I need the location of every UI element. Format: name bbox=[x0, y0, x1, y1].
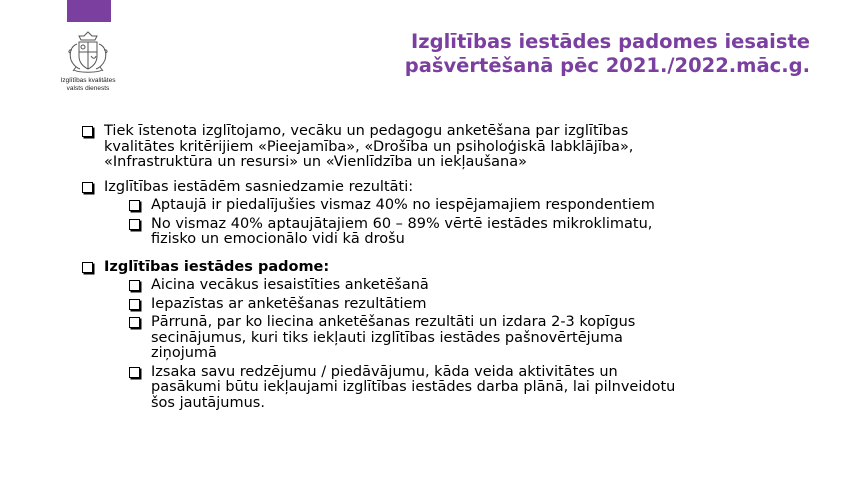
checkbox-bullet-icon bbox=[129, 200, 140, 211]
bullet-text-line: Tiek īstenota izglītojamo, vecāku un pedagogu anketēšana par izglītības bbox=[104, 123, 629, 139]
title-line-2: pašvērtēšanā pēc 2021./2022.māc.g. bbox=[404, 54, 810, 77]
sub-bullet-text: Aicina vecākus iesaistīties anketēšanā bbox=[151, 277, 429, 293]
bullet-text-line: kvalitātes kritērijiem «Pieejamība», «Drošība un psiholoģiskā labklājība», bbox=[104, 138, 634, 155]
sub-bullet-text-line: ziņojumā bbox=[151, 345, 217, 361]
logo-line-1: Izglītības kvalitātes bbox=[60, 77, 116, 84]
sub-bullet-text-line: šos jautājumus. bbox=[151, 394, 265, 411]
organization-logo bbox=[48, 30, 128, 93]
sub-bullet-text-line: Pārrunā, par ko liecina anketēšanas rezultāti un izdara 2-3 kopīgus bbox=[151, 314, 636, 330]
checkbox-bullet-icon bbox=[129, 299, 140, 310]
sub-bullet-item bbox=[127, 315, 780, 362]
checkbox-bullet-icon bbox=[129, 280, 140, 291]
checkbox-bullet-icon bbox=[82, 182, 93, 193]
logo-line-2: valsts dienests bbox=[66, 85, 110, 92]
sub-bullet-text: Iepazīstas ar anketēšanas rezultātiem bbox=[151, 295, 427, 312]
sub-bullet-item bbox=[127, 365, 780, 412]
sub-bullet-text-line: fizisko un emocionālo vidi kā drošu bbox=[151, 231, 405, 247]
bullet-text-bold: Izglītības iestādes padome: bbox=[104, 258, 330, 275]
title-line-1: Izglītības iestādes padomes iesaiste bbox=[411, 30, 810, 53]
sub-bullet-text-line: No vismaz 40% aptaujātajiem 60 – 89% vērtē iestādes mikroklimatu, bbox=[151, 215, 653, 232]
slide-title bbox=[290, 30, 810, 78]
slide-content bbox=[80, 124, 780, 414]
header-accent-bar bbox=[67, 0, 111, 22]
bullet-text-line: «Infrastruktūra un resursi» un «Vienlīdzība un iekļaušana» bbox=[104, 154, 527, 170]
checkbox-bullet-icon bbox=[82, 126, 93, 137]
checkbox-bullet-icon bbox=[82, 262, 93, 273]
bullet-item bbox=[80, 124, 780, 171]
sub-bullet-text-line: pasākumi būtu iekļaujami izglītības iestādes darba plānā, lai pilnveidotu bbox=[151, 379, 676, 395]
checkbox-bullet-icon bbox=[129, 317, 140, 328]
sub-bullet-item bbox=[127, 297, 780, 313]
bullet-text: Izglītības iestādēm sasniedzamie rezultāti: bbox=[104, 178, 414, 195]
checkbox-bullet-icon bbox=[129, 367, 140, 378]
logo-caption bbox=[48, 77, 128, 93]
sub-bullet-item bbox=[127, 198, 780, 214]
sub-bullet-item bbox=[127, 217, 780, 248]
sub-bullet-text-line: secinājumus, kuri tiks iekļauti izglītības iestādes pašnovērtējuma bbox=[151, 329, 623, 346]
checkbox-bullet-icon bbox=[129, 219, 140, 230]
sub-bullet-text: Aptaujā ir piedalījušies vismaz 40% no iespējamajiem respondentiem bbox=[151, 197, 655, 213]
sub-bullet-item bbox=[127, 278, 780, 294]
sub-bullet-text-line: Izsaka savu redzējumu / piedāvājumu, kāda veida aktivitātes un bbox=[151, 363, 618, 380]
bullet-item bbox=[80, 180, 780, 196]
bullet-item bbox=[80, 260, 780, 276]
coat-of-arms-icon bbox=[66, 30, 110, 74]
